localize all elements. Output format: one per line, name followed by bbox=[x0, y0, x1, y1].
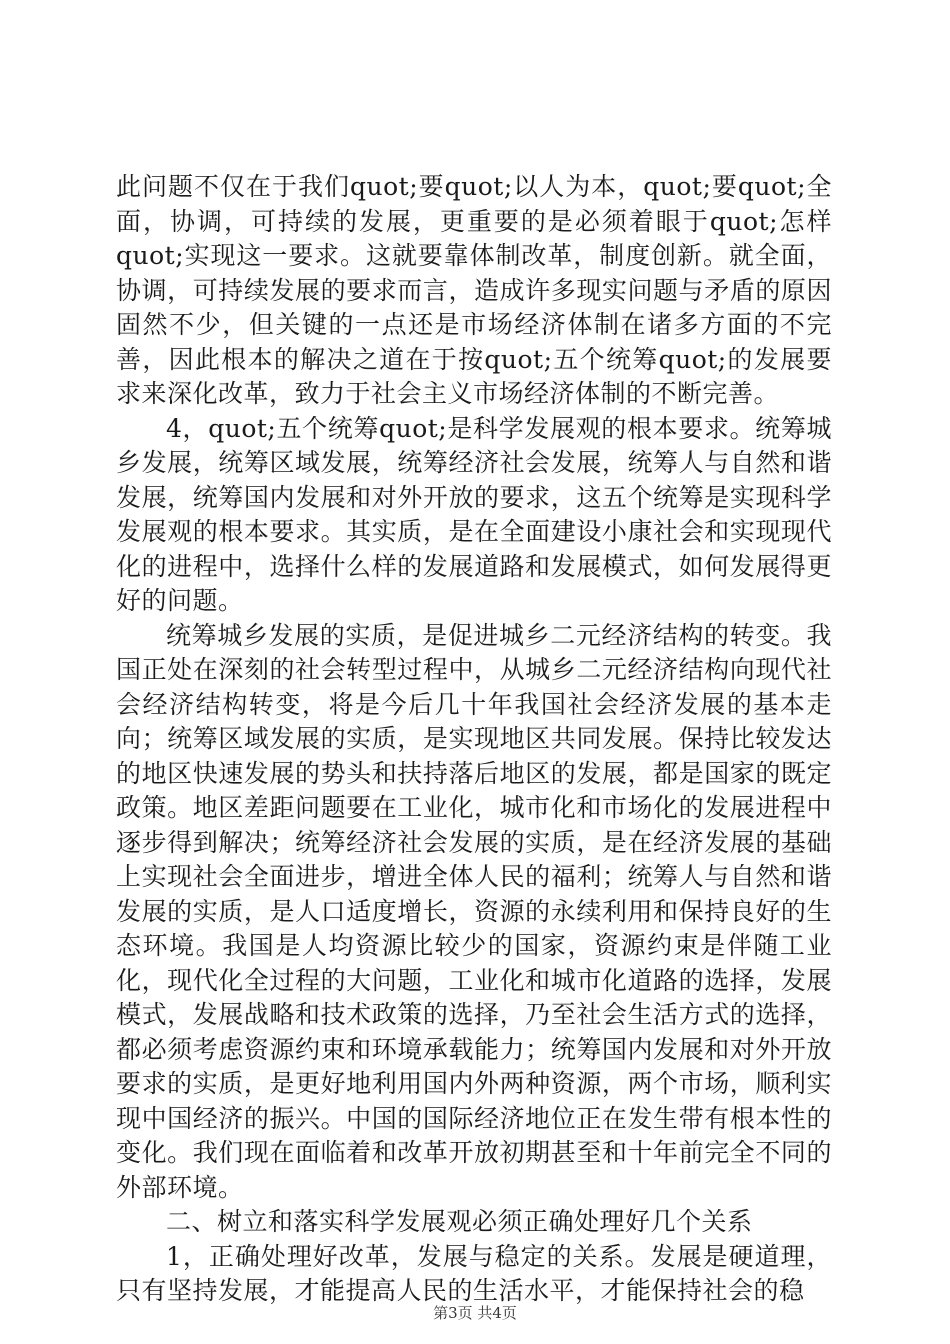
paragraph-4: 1，正确处理好改革，发展与稳定的关系。发展是硬道理，只有坚持发展，才能提高人民的生活水平，才能保持社会的稳 bbox=[116, 1241, 832, 1305]
document-body bbox=[116, 170, 832, 1309]
paragraph-3: 统筹城乡发展的实质，是促进城乡二元经济结构的转变。我国正处在深刻的社会转型过程中，从城乡二元经济结构向现代社会经济结构转变，将是今后几十年我国社会经济发展的基本走向；统筹区域发展的实质，是实现地区共同发展。保持比较发达的地区快速发展的势头和扶持落后地区的发展，都是国家的既定政策。地区差距问题要在工业化，城市化和市场化的发展进程中逐步得到解决；统筹经济社会发展的实质，是在经济发展的基础上实现社会全面进步，增进全体人民的福利；统筹人与自然和谐发展的实质，是人口适度增长，资源的永续利用和保持良好的生态环境。我国是人均资源比较少的国家，资源约束是伴随工业化，现代化全过程的大问题，工业化和城市化道路的选择，发展模式，发展战略和技术政策的选择，乃至社会生活方式的选择，都必须考虑资源约束和环境承载能力；统筹国内发展和对外开放要求的实质，是更好地利用国内外两种资源，两个市场，顺利实现中国经济的振兴。中国的国际经济地位正在发生带有根本性的变化。我们现在面临着和改革开放初期甚至和十年前完全不同的外部环境。 bbox=[116, 620, 832, 1202]
paragraph-2: 4，quot;五个统筹quot;是科学发展观的根本要求。统筹城乡发展，统筹区域发展，统筹经济社会发展，统筹人与自然和谐发展，统筹国内发展和对外开放的要求，这五个统筹是实现科学发展观的根本要求。其实质，是在全面建设小康社会和实现现代化的进程中，选择什么样的发展道路和发展模式，如何发展得更好的问题。 bbox=[116, 413, 832, 615]
page-number-footer: 第3页 共4页 bbox=[433, 1304, 517, 1322]
section-heading: 二、树立和落实科学发展观必须正确处理好几个关系 bbox=[166, 1207, 753, 1236]
paragraph-1: 此问题不仅在于我们quot;要quot;以人为本，quot;要quot;全面，协调，可持续的发展，更重要的是必须着眼于quot;怎样quot;实现这一要求。这就要靠体制改革，制度创新。就全面，协调，可持续发展的要求而言，造成许多现实问题与矛盾的原因固然不少，但关键的一点还是市场经济体制在诸多方面的不完善，因此根本的解决之道在于按quot;五个统筹quot;的发展要求来深化改革，致力于社会主义市场经济体制的不断完善。 bbox=[116, 172, 832, 408]
